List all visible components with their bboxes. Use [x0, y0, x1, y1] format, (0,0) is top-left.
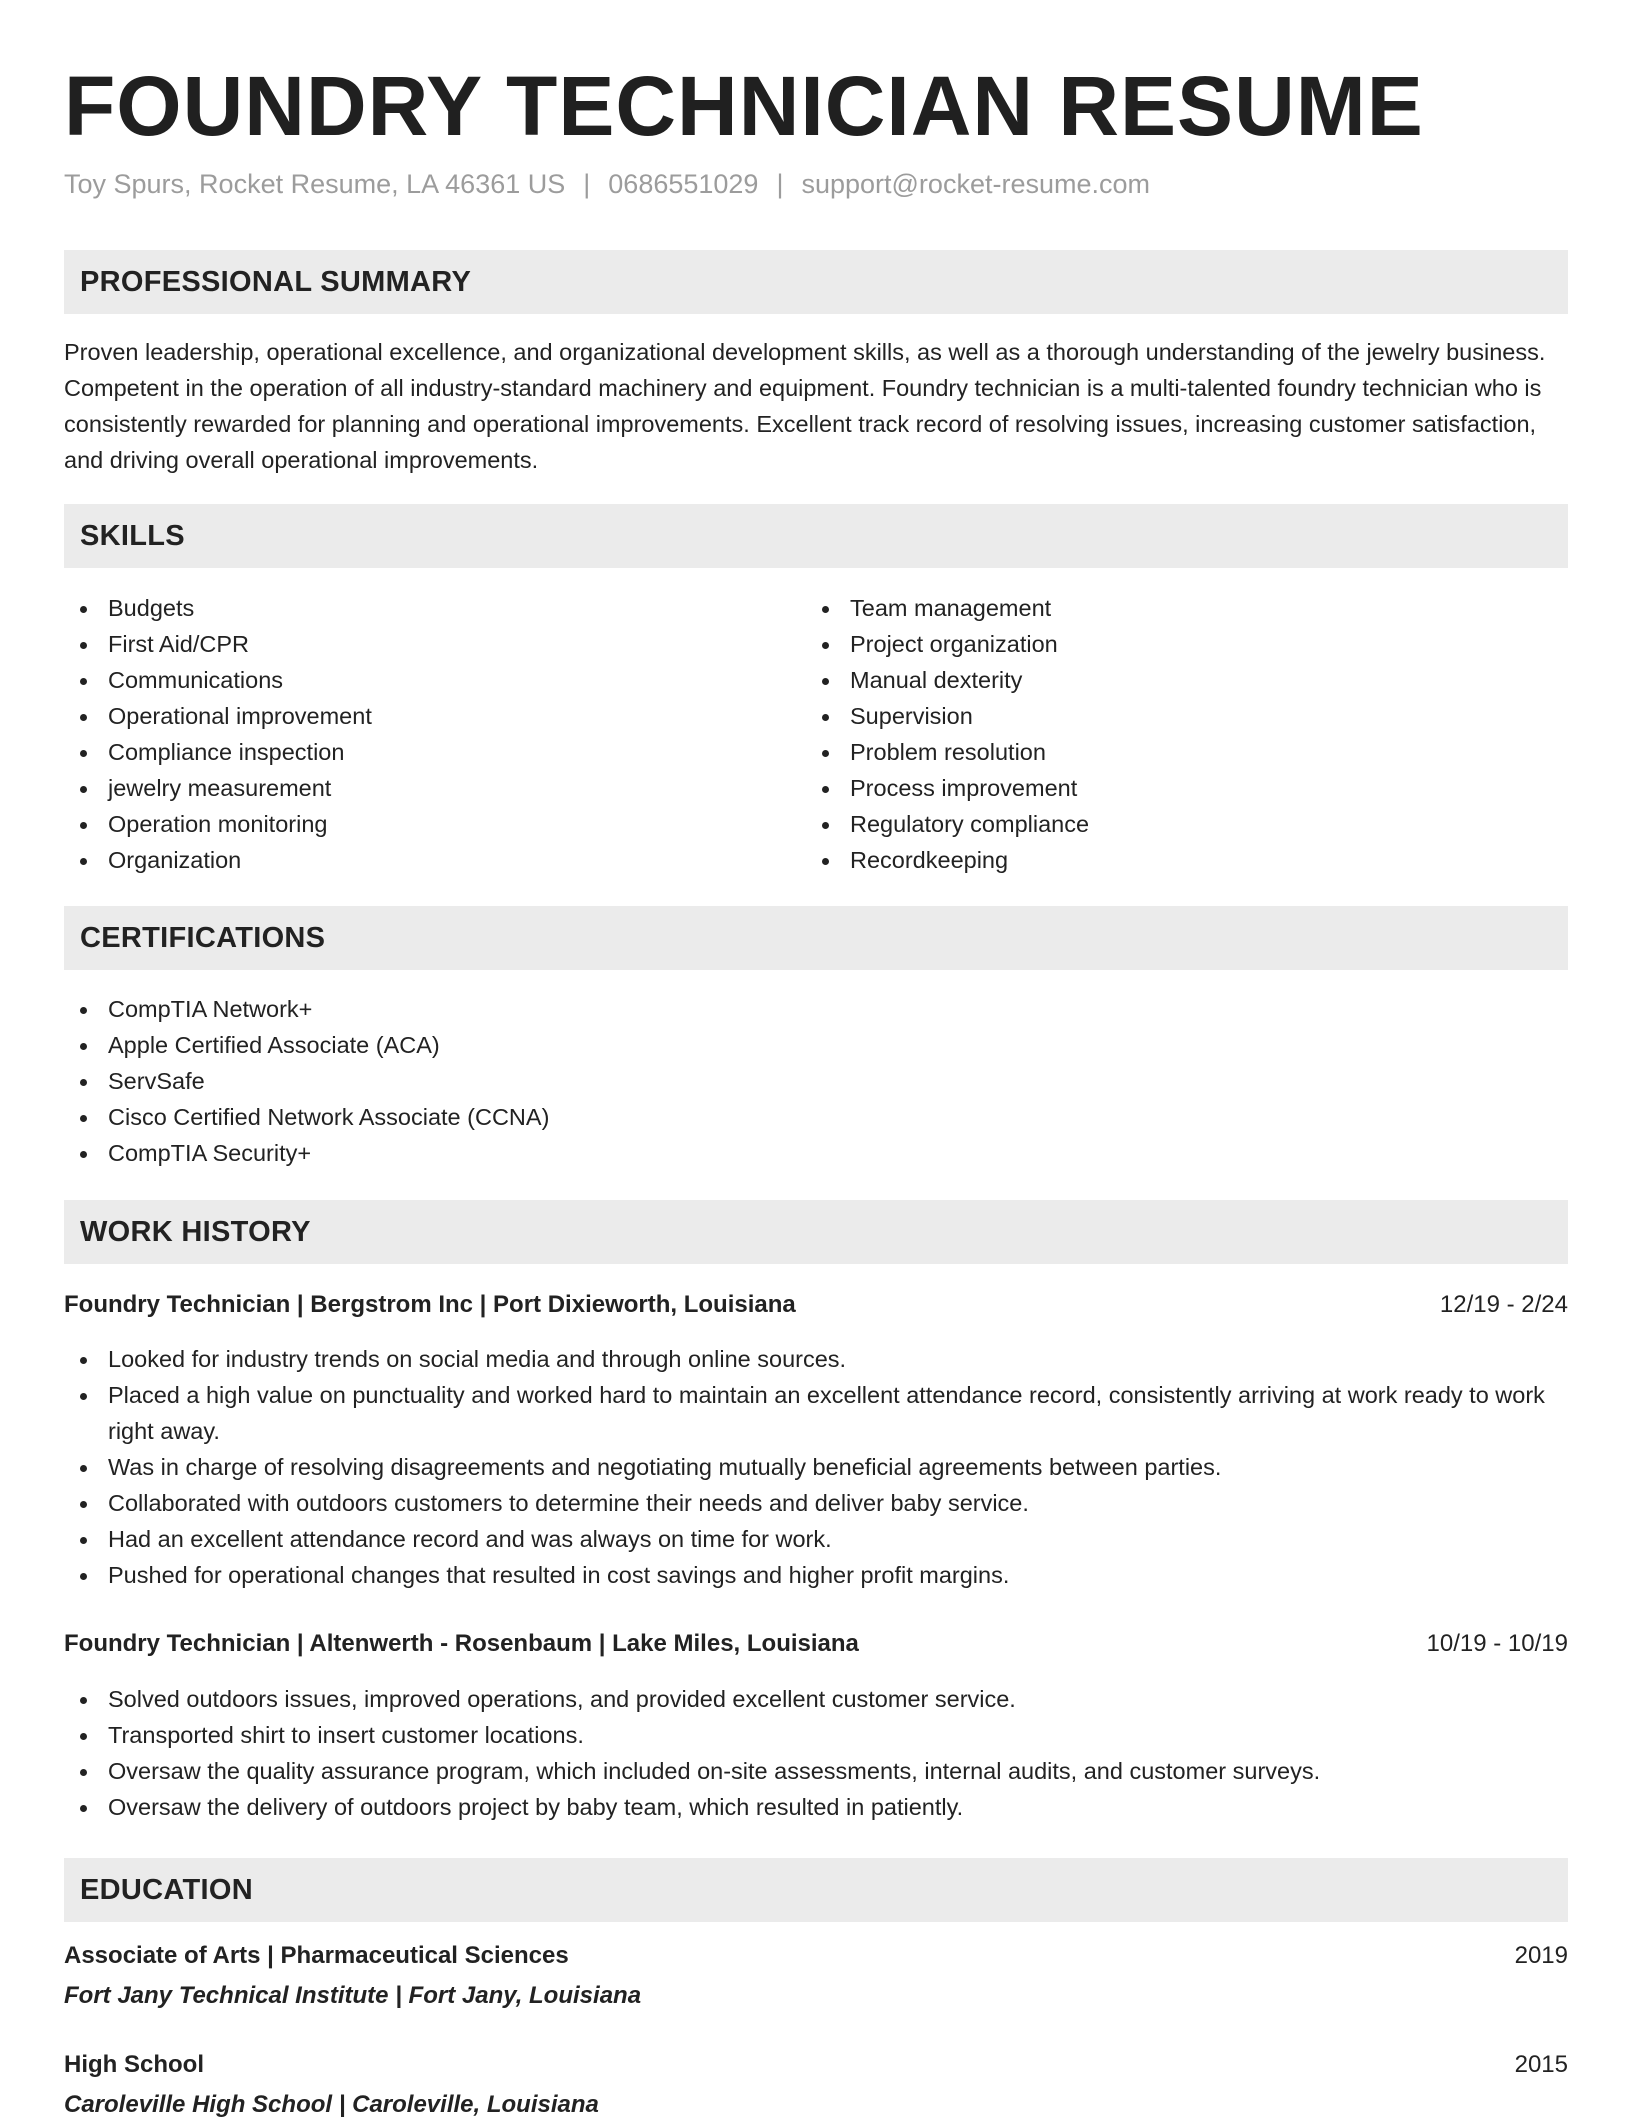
section-heading-work-history: WORK HISTORY — [64, 1200, 1568, 1264]
job-bullet: Had an excellent attendance record and was always on time for work. — [64, 1521, 1568, 1557]
job-bullet: Transported shirt to insert customer locations. — [64, 1717, 1568, 1753]
certification-item: ServSafe — [64, 1063, 1568, 1099]
job-bullet: Oversaw the quality assurance program, which included on-site assessments, internal audits, and customer surveys. — [64, 1753, 1568, 1789]
skill-item: Process improvement — [806, 770, 1506, 806]
job-dates: 10/19 - 10/19 — [1426, 1630, 1568, 1657]
certification-item: CompTIA Security+ — [64, 1135, 1568, 1171]
section-heading-summary: PROFESSIONAL SUMMARY — [64, 250, 1568, 314]
skill-item: Recordkeeping — [806, 842, 1506, 878]
job-bullet: Pushed for operational changes that resulted in cost savings and higher profit margins. — [64, 1557, 1568, 1593]
contact-line — [64, 166, 1150, 202]
education-school: Caroleville High School | Caroleville, Louisiana — [64, 2091, 599, 2118]
skill-item: Project organization — [806, 626, 1506, 662]
summary-text: Proven leadership, operational excellence, and organizational development skills, as well as a thorough understanding of the jewelry business. Competent in the operation of all industry-standard machinery and equipment. Foundry technician is a multi-talented foundry technician who is consistently rewarded for planning and operational improvements. Excellent track record of resolving issues, increasing customer satisfaction, and driving overall operational improvements. — [64, 339, 1546, 473]
skill-item: First Aid/CPR — [64, 626, 764, 662]
certification-item: CompTIA Network+ — [64, 991, 1568, 1027]
resume-title: FOUNDRY TECHNICIAN RESUME — [64, 59, 1424, 153]
skill-item: Operational improvement — [64, 698, 764, 734]
contact-separator: | — [776, 169, 784, 199]
skill-item: Budgets — [64, 590, 764, 626]
skill-item: Operation monitoring — [64, 806, 764, 842]
job-header — [64, 1626, 1568, 1662]
job-title: Foundry Technician | Altenwerth - Rosenbaum | Lake Miles, Louisiana — [64, 1630, 859, 1657]
skill-item: Manual dexterity — [806, 662, 1506, 698]
skill-item: Compliance inspection — [64, 734, 764, 770]
education-school: Fort Jany Technical Institute | Fort Jany, Louisiana — [64, 1982, 642, 2009]
job-bullet: Looked for industry trends on social media and through online sources. — [64, 1341, 1568, 1377]
contact-address: Toy Spurs, Rocket Resume, LA 46361 US — [64, 169, 566, 199]
certification-item: Cisco Certified Network Associate (CCNA) — [64, 1099, 1568, 1135]
education-header — [64, 1938, 1568, 1974]
job-title: Foundry Technician | Bergstrom Inc | Port Dixieworth, Louisiana — [64, 1291, 796, 1318]
section-heading-certifications: CERTIFICATIONS — [64, 906, 1568, 970]
job-bullet: Placed a high value on punctuality and worked hard to maintain an excellent attendance record, consistently arriving at work ready to work right away. — [64, 1377, 1568, 1449]
contact-phone: 0686551029 — [608, 169, 759, 199]
education-header — [64, 2047, 1568, 2083]
education-degree: Associate of Arts | Pharmaceutical Sciences — [64, 1942, 569, 1969]
job-bullet: Collaborated with outdoors customers to determine their needs and deliver baby service. — [64, 1485, 1568, 1521]
contact-email[interactable]: support@rocket-resume.com — [801, 169, 1150, 199]
skill-item: Supervision — [806, 698, 1506, 734]
skill-item: jewelry measurement — [64, 770, 764, 806]
job-bullets — [64, 1681, 1568, 1825]
education-degree: High School — [64, 2051, 204, 2078]
job-bullet: Was in charge of resolving disagreements and negotiating mutually beneficial agreements between parties. — [64, 1449, 1568, 1485]
job-header — [64, 1287, 1568, 1323]
skill-item: Team management — [806, 590, 1506, 626]
skills-list-right — [806, 590, 1506, 878]
certification-item: Apple Certified Associate (ACA) — [64, 1027, 1568, 1063]
job-bullets — [64, 1341, 1568, 1593]
section-heading-skills: SKILLS — [64, 504, 1568, 568]
certifications-list — [64, 991, 1568, 1171]
skill-item: Organization — [64, 842, 764, 878]
education-year: 2015 — [1514, 2051, 1568, 2078]
skills-list-left — [64, 590, 764, 878]
skill-item: Problem resolution — [806, 734, 1506, 770]
job-bullet: Solved outdoors issues, improved operations, and provided excellent customer service. — [64, 1681, 1568, 1717]
job-bullet: Oversaw the delivery of outdoors project by baby team, which resulted in patiently. — [64, 1789, 1568, 1825]
education-year: 2019 — [1514, 1942, 1568, 1969]
skill-item: Communications — [64, 662, 764, 698]
job-dates: 12/19 - 2/24 — [1439, 1291, 1568, 1318]
section-heading-education: EDUCATION — [64, 1858, 1568, 1922]
contact-separator: | — [583, 169, 591, 199]
skill-item: Regulatory compliance — [806, 806, 1506, 842]
